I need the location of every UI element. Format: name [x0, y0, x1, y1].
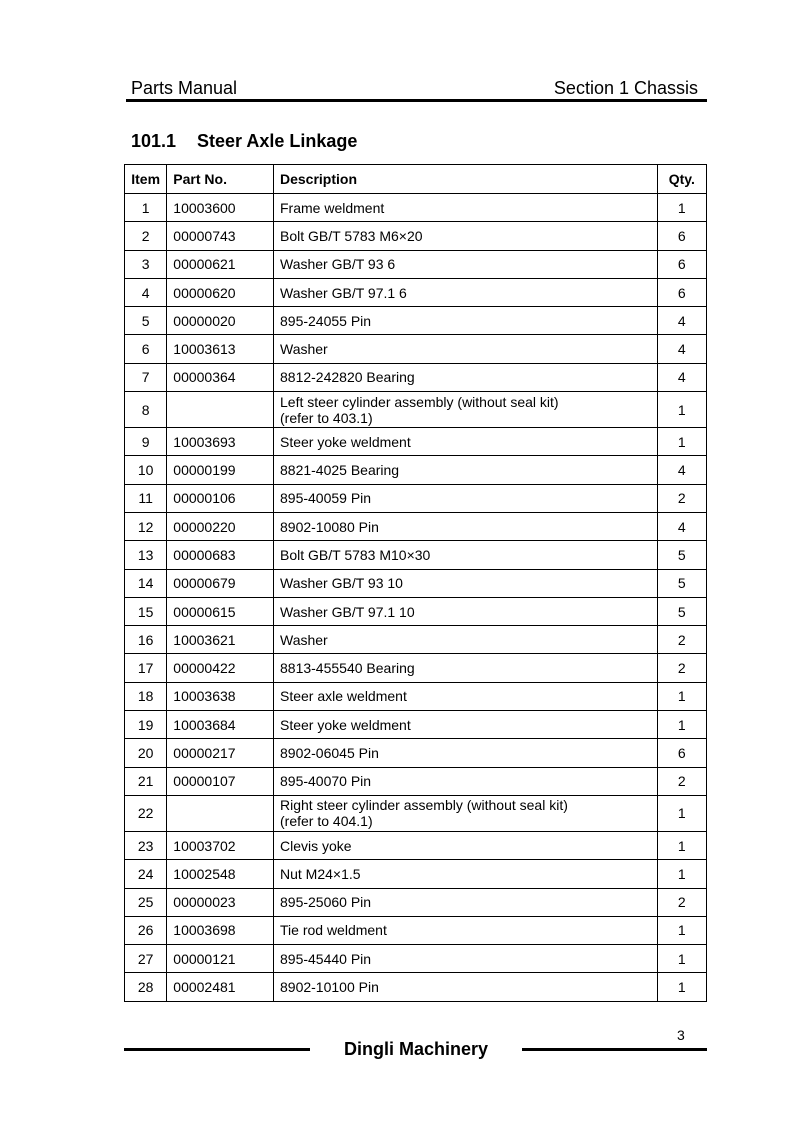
cell-item: 26 — [125, 916, 167, 944]
parts-table — [124, 164, 707, 1002]
cell-qty: 1 — [657, 194, 706, 222]
cell-description — [274, 392, 658, 428]
cell-description: 895-24055 Pin — [274, 307, 658, 335]
cell-item: 12 — [125, 512, 167, 540]
table-row — [125, 916, 707, 944]
cell-part-no: 00000220 — [167, 512, 274, 540]
cell-qty: 4 — [657, 307, 706, 335]
table-row — [125, 767, 707, 795]
table-row — [125, 392, 707, 428]
cell-description: Nut M24×1.5 — [274, 860, 658, 888]
cell-description — [274, 795, 658, 831]
table-row — [125, 222, 707, 250]
cell-qty: 2 — [657, 626, 706, 654]
cell-item: 10 — [125, 456, 167, 484]
cell-part-no: 00000121 — [167, 945, 274, 973]
cell-qty: 6 — [657, 739, 706, 767]
cell-description: Tie rod weldment — [274, 916, 658, 944]
cell-qty: 1 — [657, 682, 706, 710]
cell-qty: 6 — [657, 222, 706, 250]
column-header-part-no: Part No. — [167, 165, 274, 194]
table-row — [125, 860, 707, 888]
cell-description: Bolt GB/T 5783 M6×20 — [274, 222, 658, 250]
table-row — [125, 456, 707, 484]
cell-description: 895-25060 Pin — [274, 888, 658, 916]
cell-description: Steer yoke weldment — [274, 428, 658, 456]
cell-part-no: 00000620 — [167, 278, 274, 306]
cell-item: 7 — [125, 363, 167, 391]
cell-qty: 1 — [657, 711, 706, 739]
cell-qty: 6 — [657, 250, 706, 278]
cell-description: Washer GB/T 97.1 10 — [274, 597, 658, 625]
table-row — [125, 428, 707, 456]
footer-rule-left — [124, 1048, 310, 1051]
cell-item: 4 — [125, 278, 167, 306]
cell-part-no: 00000683 — [167, 541, 274, 569]
cell-part-no: 00000217 — [167, 739, 274, 767]
cell-description: Steer axle weldment — [274, 682, 658, 710]
cell-part-no: 00002481 — [167, 973, 274, 1001]
cell-item: 28 — [125, 973, 167, 1001]
table-row — [125, 945, 707, 973]
cell-item: 15 — [125, 597, 167, 625]
cell-qty: 1 — [657, 945, 706, 973]
cell-qty: 1 — [657, 860, 706, 888]
table-row — [125, 484, 707, 512]
cell-qty: 5 — [657, 597, 706, 625]
cell-description: Steer yoke weldment — [274, 711, 658, 739]
cell-part-no: 00000020 — [167, 307, 274, 335]
cell-description: 8813-455540 Bearing — [274, 654, 658, 682]
table-row — [125, 512, 707, 540]
cell-description: Frame weldment — [274, 194, 658, 222]
table-row — [125, 888, 707, 916]
cell-qty: 5 — [657, 569, 706, 597]
cell-part-no: 10002548 — [167, 860, 274, 888]
table-row — [125, 973, 707, 1001]
table-row — [125, 795, 707, 831]
cell-qty: 1 — [657, 916, 706, 944]
header-rule — [126, 99, 707, 102]
cell-qty: 1 — [657, 831, 706, 859]
table-row — [125, 711, 707, 739]
table-row — [125, 307, 707, 335]
cell-part-no: 00000615 — [167, 597, 274, 625]
description-line: (refer to 403.1) — [280, 409, 373, 426]
cell-part-no: 10003702 — [167, 831, 274, 859]
parts-table-body — [125, 194, 707, 1002]
cell-item: 8 — [125, 392, 167, 428]
cell-part-no: 10003600 — [167, 194, 274, 222]
cell-part-no: 10003638 — [167, 682, 274, 710]
section-number: 101.1 — [131, 131, 177, 151]
cell-item: 5 — [125, 307, 167, 335]
cell-description: Washer GB/T 97.1 6 — [274, 278, 658, 306]
cell-description: 8902-10100 Pin — [274, 973, 658, 1001]
description-line: (refer to 404.1) — [280, 813, 373, 830]
header-manual-title: Parts Manual — [131, 78, 238, 98]
description-line: Left steer cylinder assembly (without seal kit) — [280, 393, 559, 410]
cell-description: Washer — [274, 335, 658, 363]
cell-item: 18 — [125, 682, 167, 710]
cell-item: 9 — [125, 428, 167, 456]
cell-qty: 1 — [657, 392, 706, 428]
table-header-row — [125, 165, 707, 194]
cell-item: 25 — [125, 888, 167, 916]
cell-item: 27 — [125, 945, 167, 973]
table-row — [125, 626, 707, 654]
cell-part-no: 00000023 — [167, 888, 274, 916]
cell-item: 11 — [125, 484, 167, 512]
cell-description: 8902-06045 Pin — [274, 739, 658, 767]
cell-item: 6 — [125, 335, 167, 363]
cell-qty: 1 — [657, 973, 706, 1001]
cell-qty: 2 — [657, 654, 706, 682]
cell-item: 24 — [125, 860, 167, 888]
cell-qty: 5 — [657, 541, 706, 569]
cell-description: Washer GB/T 93 10 — [274, 569, 658, 597]
table-row — [125, 654, 707, 682]
cell-qty: 2 — [657, 484, 706, 512]
cell-part-no: 00000364 — [167, 363, 274, 391]
page-header — [131, 76, 707, 98]
section-name: Steer Axle Linkage — [197, 131, 358, 151]
cell-description: 8812-242820 Bearing — [274, 363, 658, 391]
column-header-description: Description — [274, 165, 658, 194]
cell-part-no: 00000621 — [167, 250, 274, 278]
cell-part-no: 00000743 — [167, 222, 274, 250]
cell-description: Washer — [274, 626, 658, 654]
cell-part-no: 00000106 — [167, 484, 274, 512]
cell-qty: 6 — [657, 278, 706, 306]
cell-item: 1 — [125, 194, 167, 222]
cell-item: 13 — [125, 541, 167, 569]
cell-item: 20 — [125, 739, 167, 767]
cell-item: 22 — [125, 795, 167, 831]
cell-description: 895-40070 Pin — [274, 767, 658, 795]
cell-part-no: 00000679 — [167, 569, 274, 597]
cell-qty: 4 — [657, 335, 706, 363]
cell-part-no: 00000422 — [167, 654, 274, 682]
table-row — [125, 250, 707, 278]
cell-description: 8902-10080 Pin — [274, 512, 658, 540]
footer-company: Dingli Machinery — [343, 1039, 489, 1059]
cell-description: Washer GB/T 93 6 — [274, 250, 658, 278]
table-row — [125, 335, 707, 363]
table-row — [125, 541, 707, 569]
column-header-qty: Qty. — [657, 165, 706, 194]
description-line: Right steer cylinder assembly (without seal kit) — [280, 797, 568, 814]
table-row — [125, 363, 707, 391]
cell-qty: 2 — [657, 767, 706, 795]
cell-qty: 1 — [657, 428, 706, 456]
cell-item: 2 — [125, 222, 167, 250]
cell-qty: 1 — [657, 795, 706, 831]
cell-part-no — [167, 795, 274, 831]
header-section-title: Section 1 Chassis — [553, 78, 698, 98]
table-row — [125, 682, 707, 710]
cell-part-no: 10003684 — [167, 711, 274, 739]
table-row — [125, 278, 707, 306]
column-header-item: Item — [125, 165, 167, 194]
page-number: 3 — [677, 1027, 685, 1043]
cell-item: 14 — [125, 569, 167, 597]
cell-qty: 2 — [657, 888, 706, 916]
table-row — [125, 597, 707, 625]
cell-description: 895-40059 Pin — [274, 484, 658, 512]
cell-part-no: 00000107 — [167, 767, 274, 795]
cell-item: 16 — [125, 626, 167, 654]
cell-item: 21 — [125, 767, 167, 795]
table-row — [125, 194, 707, 222]
footer-rule-right — [522, 1048, 707, 1051]
cell-description: Bolt GB/T 5783 M10×30 — [274, 541, 658, 569]
table-row — [125, 831, 707, 859]
cell-part-no: 10003693 — [167, 428, 274, 456]
cell-item: 17 — [125, 654, 167, 682]
cell-qty: 4 — [657, 512, 706, 540]
cell-part-no: 10003613 — [167, 335, 274, 363]
cell-part-no: 10003621 — [167, 626, 274, 654]
table-row — [125, 569, 707, 597]
cell-qty: 4 — [657, 456, 706, 484]
section-title — [131, 131, 357, 152]
cell-item: 23 — [125, 831, 167, 859]
cell-part-no: 00000199 — [167, 456, 274, 484]
cell-description: Clevis yoke — [274, 831, 658, 859]
cell-qty: 4 — [657, 363, 706, 391]
cell-item: 3 — [125, 250, 167, 278]
cell-description: 895-45440 Pin — [274, 945, 658, 973]
cell-part-no — [167, 392, 274, 428]
cell-description: 8821-4025 Bearing — [274, 456, 658, 484]
table-row — [125, 739, 707, 767]
cell-part-no: 10003698 — [167, 916, 274, 944]
cell-item: 19 — [125, 711, 167, 739]
